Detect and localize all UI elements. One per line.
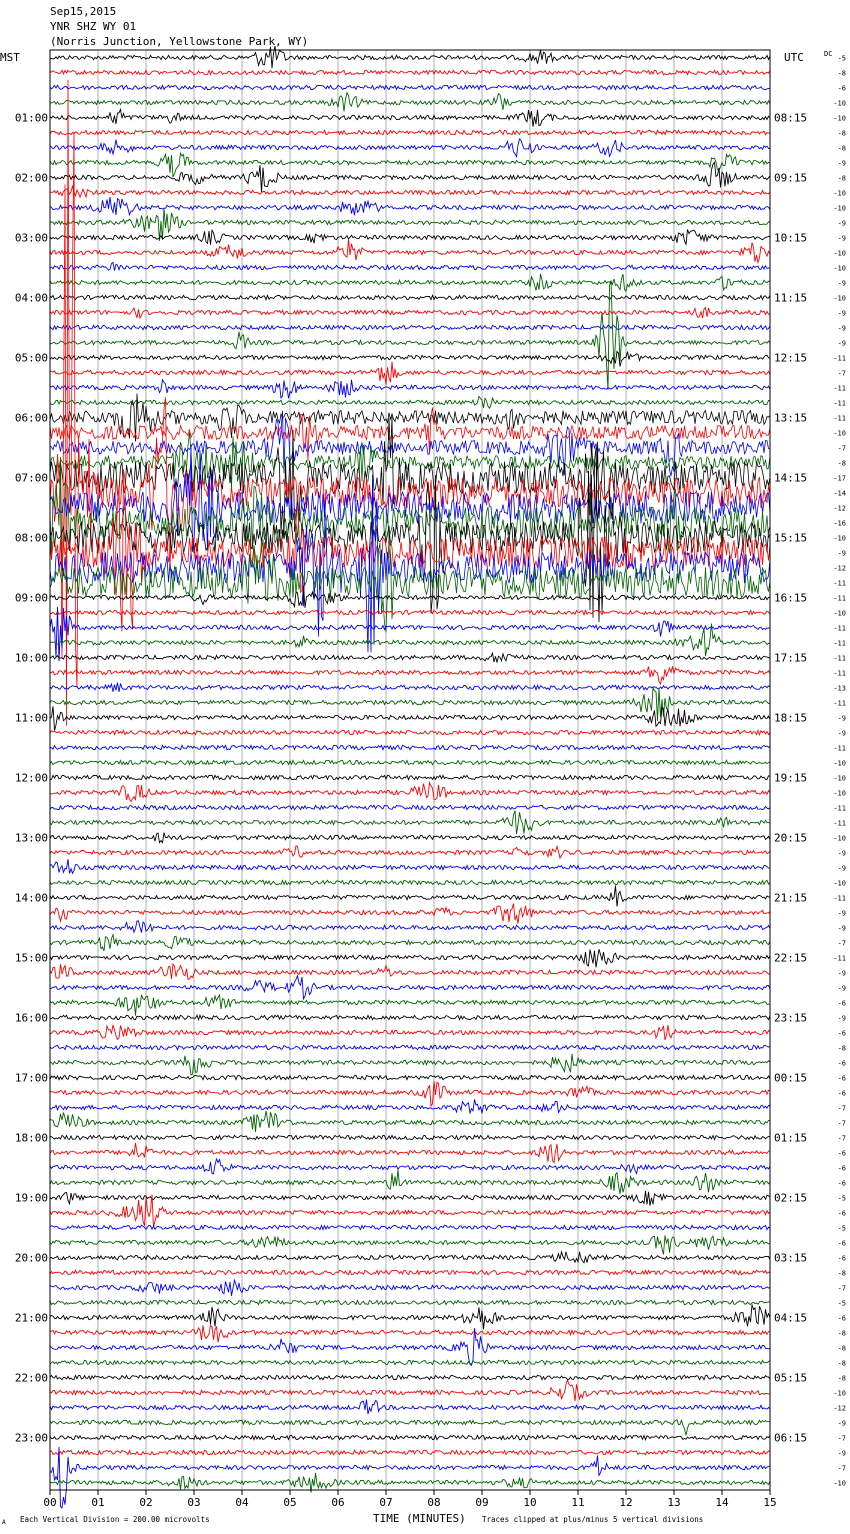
left-hour-label: 10:00 bbox=[14, 651, 48, 665]
dc-offset-label: -6 bbox=[837, 84, 846, 93]
date-label: Sep15,2015 bbox=[50, 5, 117, 18]
trace-line bbox=[50, 1300, 770, 1304]
dc-offset-label: -9 bbox=[837, 1449, 846, 1458]
trace-line bbox=[50, 805, 770, 809]
dc-offset-label: -10 bbox=[833, 834, 846, 843]
trace-line bbox=[50, 730, 770, 734]
dc-offset-label: -11 bbox=[833, 414, 846, 423]
dc-offset-label: -8 bbox=[837, 1269, 846, 1278]
x-tick-label: 03 bbox=[187, 1496, 201, 1509]
x-tick-label: 14 bbox=[715, 1496, 729, 1509]
trace-line bbox=[50, 745, 770, 749]
trace-line bbox=[50, 351, 770, 366]
dc-offset-label: -9 bbox=[837, 1419, 846, 1428]
trace-group bbox=[50, 46, 770, 1508]
dc-offset-label: -7 bbox=[837, 1434, 846, 1443]
dc-offset-label: -10 bbox=[833, 534, 846, 543]
dc-offset-label: -12 bbox=[833, 564, 846, 573]
dc-offset-label: -9 bbox=[837, 279, 846, 288]
x-tick-label: 04 bbox=[235, 1496, 249, 1509]
dc-offset-label: -8 bbox=[837, 459, 846, 468]
x-tick-label: 05 bbox=[283, 1496, 297, 1509]
trace-line bbox=[50, 295, 770, 299]
trace-line bbox=[50, 666, 770, 684]
trace-line bbox=[50, 880, 770, 884]
trace-line bbox=[50, 1081, 770, 1106]
trace-line bbox=[50, 760, 770, 764]
dc-offset-label: -9 bbox=[837, 159, 846, 168]
trace-line bbox=[50, 1380, 770, 1401]
dc-offset-label: -8 bbox=[837, 69, 846, 78]
left-hour-label: 04:00 bbox=[14, 291, 48, 305]
right-hour-label: 03:15 bbox=[774, 1251, 808, 1265]
right-hour-label: 17:15 bbox=[774, 651, 808, 665]
x-axis-label: TIME (MINUTES) bbox=[373, 1512, 466, 1525]
dc-offset-label: -8 bbox=[837, 1344, 846, 1353]
footer-scale-note: Each Vertical Division = 200.00 microvolts bbox=[20, 1515, 210, 1524]
x-tick-label: 02 bbox=[139, 1496, 153, 1509]
right-hour-label: 06:15 bbox=[774, 1431, 808, 1445]
trace-line bbox=[50, 1435, 770, 1439]
dc-offset-label: -5 bbox=[837, 1194, 846, 1203]
trace-line bbox=[50, 1399, 770, 1414]
dc-offset-label: -10 bbox=[833, 1389, 846, 1398]
right-tz-label: UTC bbox=[784, 51, 804, 64]
trace-line bbox=[50, 46, 770, 68]
trace-line bbox=[50, 85, 770, 89]
right-hour-label: 12:15 bbox=[774, 351, 808, 365]
dc-offset-label: -16 bbox=[833, 519, 846, 528]
trace-line bbox=[50, 1447, 770, 1508]
trace-line bbox=[50, 1191, 770, 1206]
dc-offset-label: -6 bbox=[837, 1164, 846, 1173]
dc-offset-label: -10 bbox=[833, 204, 846, 213]
dc-offset-label: -10 bbox=[833, 99, 846, 108]
right-hour-label: 10:15 bbox=[774, 231, 808, 245]
trace-line bbox=[50, 1015, 770, 1019]
dc-offset-label: -10 bbox=[833, 189, 846, 198]
trace-line bbox=[50, 139, 770, 157]
left-hour-label: 13:00 bbox=[14, 831, 48, 845]
right-hour-label: 14:15 bbox=[774, 471, 808, 485]
right-hour-label: 05:15 bbox=[774, 1371, 808, 1385]
trace-line bbox=[50, 1159, 770, 1174]
location-label: (Norris Junction, Yellowstone Park, WY) bbox=[50, 35, 309, 48]
dc-offset-label: -8 bbox=[837, 1044, 846, 1053]
dc-offset-label: -10 bbox=[833, 114, 846, 123]
dc-offset-label: -10 bbox=[833, 759, 846, 768]
dc-offset-label: -5 bbox=[837, 1224, 846, 1233]
trace-line bbox=[50, 153, 770, 176]
trace-line bbox=[50, 1252, 770, 1263]
dc-offset-label: -6 bbox=[837, 1179, 846, 1188]
left-hour-label: 18:00 bbox=[14, 1131, 48, 1145]
dc-offset-label: -10 bbox=[833, 249, 846, 258]
x-tick-label: 08 bbox=[427, 1496, 441, 1509]
right-hour-label: 20:15 bbox=[774, 831, 808, 845]
dc-offset-label: -9 bbox=[837, 729, 846, 738]
trace-line bbox=[50, 995, 770, 1016]
dc-offset-label: -6 bbox=[837, 1239, 846, 1248]
right-hour-label: 23:15 bbox=[774, 1011, 808, 1025]
trace-line bbox=[50, 230, 770, 245]
footer-clip-note: Traces clipped at plus/minus 5 vertical divisions bbox=[482, 1515, 704, 1524]
dc-offset-label: -9 bbox=[837, 339, 846, 348]
trace-line bbox=[50, 1135, 770, 1139]
dc-offset-label: -11 bbox=[833, 804, 846, 813]
trace-line bbox=[50, 949, 770, 967]
trace-line bbox=[50, 653, 770, 662]
trace-line bbox=[50, 1100, 770, 1114]
trace-line bbox=[50, 682, 770, 692]
trace-line bbox=[50, 362, 770, 385]
trace-line bbox=[50, 706, 770, 730]
left-hour-label: 06:00 bbox=[14, 411, 48, 425]
dc-offset-label: -10 bbox=[833, 1479, 846, 1488]
right-hour-label: 11:15 bbox=[774, 291, 808, 305]
trace-line bbox=[50, 1280, 770, 1296]
dc-offset-label: -11 bbox=[833, 699, 846, 708]
dc-offset-label: -11 bbox=[833, 579, 846, 588]
dc-offset-label: -7 bbox=[837, 444, 846, 453]
right-hour-label: 04:15 bbox=[774, 1311, 808, 1325]
trace-line bbox=[50, 586, 770, 608]
trace-line bbox=[50, 308, 770, 319]
x-tick-label: 15 bbox=[763, 1496, 777, 1509]
dc-offset-label: -6 bbox=[837, 1059, 846, 1068]
left-hour-label: 08:00 bbox=[14, 531, 48, 545]
right-hour-label: 18:15 bbox=[774, 711, 808, 725]
dc-offset-label: -8 bbox=[837, 1374, 846, 1383]
dc-offset-label: -6 bbox=[837, 1209, 846, 1218]
left-hour-label: 11:00 bbox=[14, 711, 48, 725]
dc-offset-label: -11 bbox=[833, 624, 846, 633]
trace-line bbox=[50, 1420, 770, 1436]
left-hour-label: 02:00 bbox=[14, 171, 48, 185]
dc-offset-label: -13 bbox=[833, 684, 846, 693]
trace-line bbox=[50, 1025, 770, 1040]
right-hour-label: 01:15 bbox=[774, 1131, 808, 1145]
x-tick-label: 13 bbox=[667, 1496, 681, 1509]
dc-offset-label: -6 bbox=[837, 1029, 846, 1038]
dc-label: DC bbox=[824, 50, 833, 58]
left-hour-label: 21:00 bbox=[14, 1311, 48, 1325]
dc-offset-label: -6 bbox=[837, 1314, 846, 1323]
trace-line bbox=[50, 411, 770, 477]
trace-line bbox=[50, 274, 770, 291]
right-hour-label: 09:15 bbox=[774, 171, 808, 185]
trace-line bbox=[50, 811, 770, 835]
dc-offset-label: -7 bbox=[837, 1119, 846, 1128]
trace-line bbox=[50, 240, 770, 263]
dc-offset-label: -7 bbox=[837, 1104, 846, 1113]
dc-offset-label: -6 bbox=[837, 999, 846, 1008]
right-hour-label: 21:15 bbox=[774, 891, 808, 905]
dc-offset-label: -12 bbox=[833, 1404, 846, 1413]
left-hour-label: 17:00 bbox=[14, 1071, 48, 1085]
dc-offset-label: -17 bbox=[833, 474, 846, 483]
dc-offset-label: -7 bbox=[837, 1134, 846, 1143]
trace-line bbox=[50, 976, 770, 999]
right-hour-label: 13:15 bbox=[774, 411, 808, 425]
right-hour-label: 15:15 bbox=[774, 531, 808, 545]
dc-offset-label: -8 bbox=[837, 144, 846, 153]
trace-line bbox=[50, 1054, 770, 1075]
dc-offset-label: -9 bbox=[837, 984, 846, 993]
dc-offset-label: -10 bbox=[833, 879, 846, 888]
left-hour-label: 01:00 bbox=[14, 111, 48, 125]
dc-offset-label: -5 bbox=[837, 54, 846, 63]
trace-line bbox=[50, 1270, 770, 1274]
x-tick-label: 06 bbox=[331, 1496, 345, 1509]
dc-offset-label: -9 bbox=[837, 714, 846, 723]
trace-line bbox=[50, 846, 770, 858]
dc-offset-label: -11 bbox=[833, 669, 846, 678]
trace-line bbox=[50, 396, 770, 408]
right-hour-label: 22:15 bbox=[774, 951, 808, 965]
x-tick-label: 11 bbox=[571, 1496, 585, 1509]
right-hour-label: 00:15 bbox=[774, 1071, 808, 1085]
right-hour-label: 19:15 bbox=[774, 771, 808, 785]
trace-line bbox=[50, 1075, 770, 1079]
dc-offset-label: -10 bbox=[833, 294, 846, 303]
trace-line bbox=[50, 775, 770, 779]
right-hour-label: 02:15 bbox=[774, 1191, 808, 1205]
dc-offset-label: -14 bbox=[833, 489, 846, 498]
left-hour-label: 20:00 bbox=[14, 1251, 48, 1265]
trace-line bbox=[50, 109, 770, 126]
dc-offset-label: -5 bbox=[837, 1299, 846, 1308]
dc-offset-label: -8 bbox=[837, 174, 846, 183]
dc-offset-label: -9 bbox=[837, 969, 846, 978]
dc-offset-label: -9 bbox=[837, 309, 846, 318]
trace-line bbox=[50, 1325, 770, 1342]
trace-line bbox=[50, 833, 770, 843]
left-hour-label: 22:00 bbox=[14, 1371, 48, 1385]
x-tick-label: 01 bbox=[91, 1496, 105, 1509]
dc-offset-label: -6 bbox=[837, 1089, 846, 1098]
dc-offset-label: -7 bbox=[837, 1464, 846, 1473]
left-hour-label: 19:00 bbox=[14, 1191, 48, 1205]
left-hour-label: 07:00 bbox=[14, 471, 48, 485]
dc-offset-label: -10 bbox=[833, 789, 846, 798]
trace-line bbox=[50, 1225, 770, 1229]
trace-line bbox=[50, 859, 770, 873]
dc-offset-label: -6 bbox=[837, 1149, 846, 1158]
dc-offset-label: -10 bbox=[833, 264, 846, 273]
trace-line bbox=[50, 186, 770, 197]
left-hour-label: 15:00 bbox=[14, 951, 48, 965]
right-hour-label: 08:15 bbox=[774, 111, 808, 125]
left-hour-label: 16:00 bbox=[14, 1011, 48, 1025]
left-hour-label: 05:00 bbox=[14, 351, 48, 365]
dc-offset-label: -11 bbox=[833, 354, 846, 363]
trace-line bbox=[50, 1305, 770, 1330]
trace-line bbox=[50, 162, 770, 192]
trace-line bbox=[50, 964, 770, 979]
trace-line bbox=[50, 783, 770, 802]
dc-offset-label: -9 bbox=[837, 924, 846, 933]
dc-offset-label: -11 bbox=[833, 954, 846, 963]
dc-offset-label: -9 bbox=[837, 324, 846, 333]
trace-line bbox=[50, 1170, 770, 1194]
dc-offset-label: -11 bbox=[833, 654, 846, 663]
x-tick-label: 07 bbox=[379, 1496, 393, 1509]
trace-line bbox=[50, 130, 770, 134]
dc-offset-label: -7 bbox=[837, 1284, 846, 1293]
trace-line bbox=[50, 610, 770, 614]
left-hour-label: 14:00 bbox=[14, 891, 48, 905]
dc-offset-label: -9 bbox=[837, 234, 846, 243]
trace-line bbox=[50, 1143, 770, 1163]
trace-line bbox=[50, 1375, 770, 1379]
dc-offset-label: -10 bbox=[833, 774, 846, 783]
dc-offset-label: -11 bbox=[833, 594, 846, 603]
dc-offset-label: -11 bbox=[833, 399, 846, 408]
trace-line bbox=[50, 93, 770, 112]
trace-line bbox=[50, 904, 770, 924]
dc-offset-label: -12 bbox=[833, 504, 846, 513]
dc-offset-label: -9 bbox=[837, 909, 846, 918]
left-hour-label: 09:00 bbox=[14, 591, 48, 605]
trace-line bbox=[50, 1111, 770, 1132]
dc-offset-label: -8 bbox=[837, 1329, 846, 1338]
dc-offset-label: -8 bbox=[837, 1359, 846, 1368]
trace-line bbox=[50, 1450, 770, 1454]
dc-offset-label: -7 bbox=[837, 369, 846, 378]
dc-offset-label: -6 bbox=[837, 1074, 846, 1083]
trace-line bbox=[50, 197, 770, 215]
trace-line bbox=[50, 1045, 770, 1049]
left-hour-label: 03:00 bbox=[14, 231, 48, 245]
trace-line bbox=[50, 688, 770, 721]
x-tick-label: 09 bbox=[475, 1496, 489, 1509]
dc-offset-label: -7 bbox=[837, 939, 846, 948]
trace-line bbox=[50, 921, 770, 933]
trace-line bbox=[50, 536, 770, 633]
right-hour-label: 16:15 bbox=[774, 591, 808, 605]
trace-line bbox=[50, 1235, 770, 1254]
trace-line bbox=[50, 263, 770, 271]
left-hour-label: 12:00 bbox=[14, 771, 48, 785]
left-tz-label: MST bbox=[0, 51, 20, 64]
dc-offset-label: -10 bbox=[833, 429, 846, 438]
footer-mark: A bbox=[2, 1519, 6, 1526]
x-tick-label: 12 bbox=[619, 1496, 633, 1509]
trace-line bbox=[50, 607, 770, 661]
trace-line bbox=[50, 935, 770, 951]
axes-group bbox=[15, 55, 846, 1510]
trace-line bbox=[50, 1360, 770, 1364]
dc-offset-label: -11 bbox=[833, 384, 846, 393]
trace-line bbox=[50, 325, 770, 329]
dc-offset-label: -9 bbox=[837, 864, 846, 873]
dc-offset-label: -9 bbox=[837, 849, 846, 858]
trace-line bbox=[50, 70, 770, 74]
dc-offset-label: -9 bbox=[837, 549, 846, 558]
x-tick-label: 00 bbox=[43, 1496, 57, 1509]
dc-offset-label: -11 bbox=[833, 639, 846, 648]
station-label: YNR SHZ WY 01 bbox=[50, 20, 137, 33]
trace-line bbox=[50, 380, 770, 399]
dc-offset-label: -9 bbox=[837, 1014, 846, 1023]
x-tick-label: 10 bbox=[523, 1496, 537, 1509]
dc-offset-label: -10 bbox=[833, 609, 846, 618]
dc-offset-label: -8 bbox=[837, 129, 846, 138]
dc-offset-label: -11 bbox=[833, 819, 846, 828]
left-hour-label: 23:00 bbox=[14, 1431, 48, 1445]
trace-line bbox=[50, 886, 770, 907]
dc-offset-label: -9 bbox=[837, 219, 846, 228]
dc-offset-label: -11 bbox=[833, 894, 846, 903]
dc-offset-label: -11 bbox=[833, 744, 846, 753]
dc-offset-label: -6 bbox=[837, 1254, 846, 1263]
